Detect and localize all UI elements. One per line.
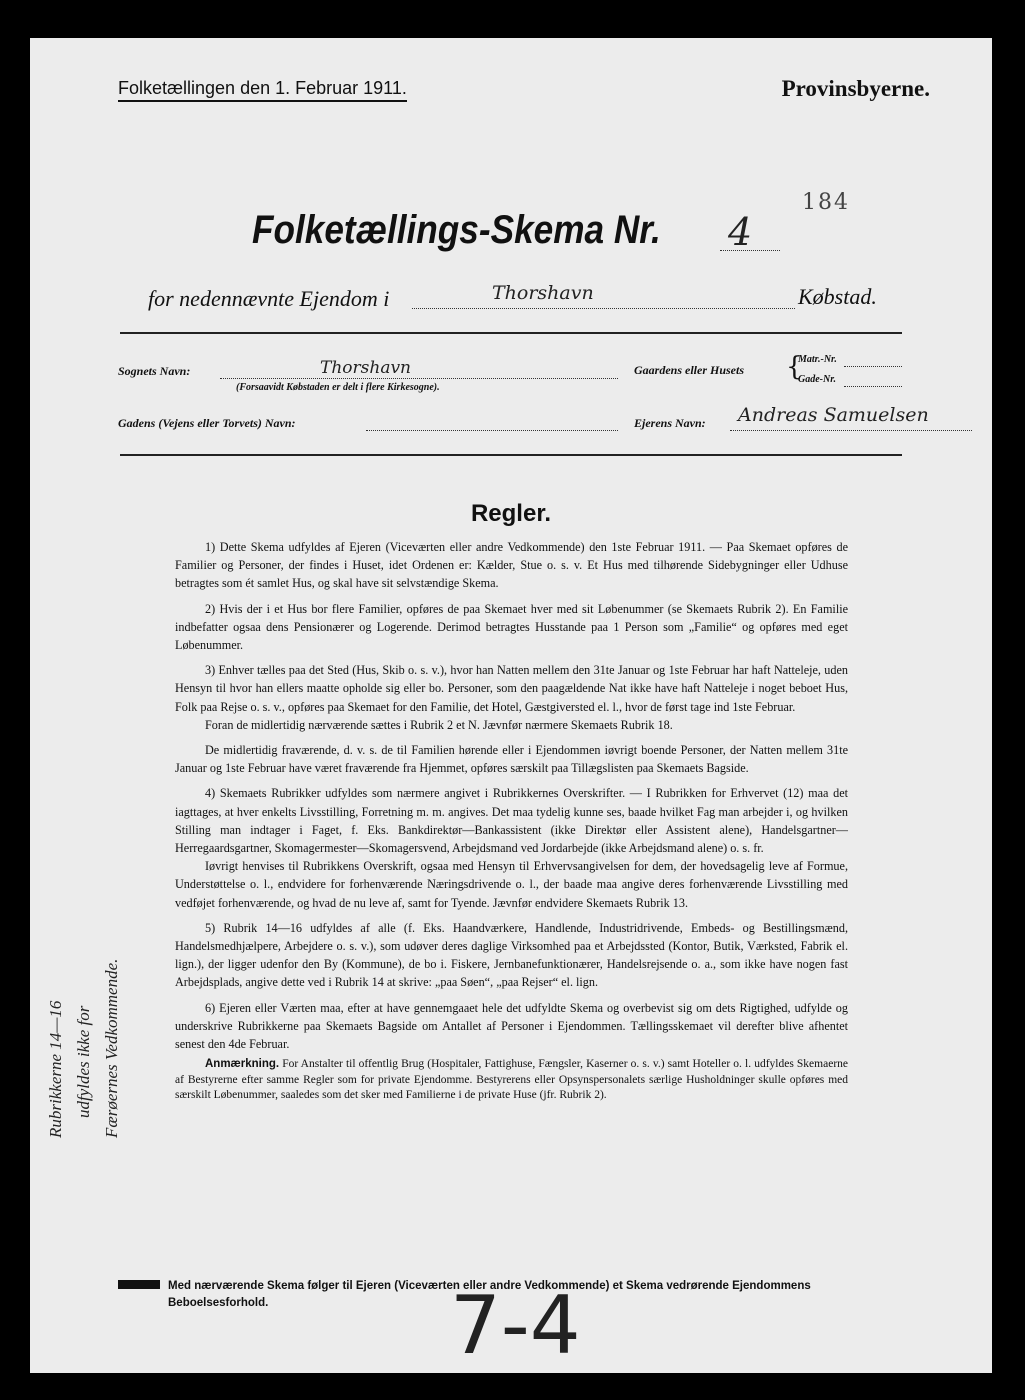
parish-note: (Forsaavidt Købstaden er delt i flere Kirkesogne). <box>236 382 440 393</box>
street-label: Gadens (Vejens eller Torvets) Navn: <box>118 416 296 430</box>
divider <box>120 454 902 456</box>
rule-3-absent: De midlertidig fraværende, d. v. s. de til Familien hørende eller i Ejendommen iøvrigt boende Personer, der Natten mellem 31te Januar og 1ste Februar have været fraværende fra Hjemmet, opføres særskilt paa Tillægslisten paa Skemaets Bagside. <box>175 743 848 776</box>
region-header: Provinsbyerne. <box>781 76 930 101</box>
rule-3: 3) Enhver tælles paa det Sted (Hus, Skib o. s. v.), hvor han Natten mellem den 31te Januar og 1ste Februar har haft Natteleje, uden Hensyn til hvor han ellers maatte opholde sig eller bo. Personer, som den paagældende Nat ikke have haft Natteleje i noget beboet Hus, Folk paa Rejse o. s. v., opføres paa Skemaet for den Familie, det Hotel, Gæstgiversted el. l., hvor de først tage ind 1ste Februar. <box>175 663 848 714</box>
side-note-line-2: udfyldes ikke for <box>74 1005 93 1118</box>
side-note-line-3: Færøernes Vedkommende. <box>102 958 121 1138</box>
rule-2: 2) Hvis der i et Hus bor flere Familier, opføres de paa Skemaet hver med sit Løbenummer (se Skemaets Rubrik 2). En Familie indbefatter ogsaa dens Pensionærer og Logerende. Derimod betragtes Husstande paa 1 Person som „Familie“ og opføres med eget Løbenummer. <box>175 601 848 653</box>
farm-label: Gaardens eller Husets <box>634 363 745 377</box>
gade-line <box>844 386 902 387</box>
handwritten-town: Thorshavn <box>492 282 594 304</box>
matr-label: Matr.-Nr. <box>798 354 837 365</box>
stamp-number: 184 <box>802 190 850 215</box>
handwritten-side-note <box>42 959 126 1138</box>
street-line <box>366 430 618 431</box>
gade-label: Gade-Nr. <box>798 374 837 385</box>
handwritten-form-number: 4 <box>728 210 753 254</box>
divider <box>120 332 902 334</box>
bottom-note: Med nærværende Skema følger til Ejeren (Viceværten eller andre Vedkommende) et Skema vedrørende Ejendommens Beboelsesforhold. <box>168 1280 811 1309</box>
parish-line <box>220 378 618 379</box>
owner-label: Ejerens Navn: <box>634 416 706 430</box>
form-title: Folketællings-Skema Nr. <box>252 208 661 252</box>
property-prefix: for nedennævnte Ejendom i <box>148 286 390 311</box>
rules-text <box>175 538 848 1111</box>
rule-5: 5) Rubrik 14—16 udfyldes af alle (f. Eks. Haandværkere, Handlende, Industridrivende, Embeds- og Bestillingsmænd, Handelsmedhjælpere, Arbejdere o. s. v.), som udøver deres daglige Virksomhed paa et Arbejdssted (Kontor, Butik, Værksted, Fabrik el. lign.), der ligger udenfor den By (Kommune), de bo i. Fiskere, Jernbanefunktionærer, Handelsrejsende o. a., som ikke have nogen fast Arbejdsplads, angive dette ved i Rubrik 14 at skrive: „paa Søen“, „paa Rejser“ el. lign. <box>175 920 848 990</box>
rule-3-temporary: Foran de midlertidig nærværende sættes i Rubrik 2 et N. Jævnfør nærmere Skemaets Rubrik 18. <box>205 717 673 732</box>
brace: { <box>786 352 803 382</box>
matr-line <box>844 366 902 367</box>
form-number-line <box>720 250 780 251</box>
census-form-page <box>30 38 992 1373</box>
owner-line <box>730 430 972 431</box>
parish-label: Sognets Navn: <box>118 364 191 378</box>
side-note-line-1: Rubrikkerne 14—16 <box>46 1000 65 1138</box>
handwritten-parish: Thorshavn <box>320 358 412 378</box>
rule-1: 1) Dette Skema udfyldes af Ejeren (Viceværten eller andre Vedkommende) den 1ste Februar 1911. — Paa Skemaet opføres de Familier og Personer, der findes i Huset, idet Ordenen er: Kælder, Stue o. s. v. Et Hus med tilhørende Sidebygninger eller Udhuse betragtes som ét samlet Hus, og skal have sit selvstændige Skema. <box>175 540 848 591</box>
note-label: Anmærkning. <box>205 1058 280 1071</box>
town-line <box>412 308 795 309</box>
pointing-hand-icon <box>118 1280 160 1289</box>
rule-4: 4) Skemaets Rubrikker udfyldes som nærmere angivet i Rubrikkernes Overskrifter. — I Rubrikken for Erhvervet (12) maa det iagttages, at hver enkelts Livsstilling, Forretning m. m. angives. Det maa tydelig kunne ses, baade hvilket Fag man arbejder i, og hvilken Stilling man indtager i Faget, f. Eks. Bankdirektør—Bankassistent (ikke Direktør eller Assistent alene), Handelsgartner—Herregaardsgartner, Skomagermester—Skomagersvend, Arbejdsmand ved Jordarbejde (ikke Arbejdsmand alene) o. s. fr. <box>175 786 848 856</box>
note-text: For Anstalter til offentlig Brug (Hospitaler, Fattighuse, Fængsler, Kaserner o. s. v.) samt Hoteller o. l. udfyldes Skemaerne af Bestyrerne efter samme Regler som for private Ejendomme. Bestyrerens eller Opsynspersonalets særlige Husholdninger skulle opføres med særskilt Løbenummer, saaledes som det sker med Familierne i de private Huse (jfr. Rubrik 2). <box>175 1058 848 1102</box>
handwritten-bottom-number: 7-4 <box>450 1279 581 1372</box>
note-paragraph <box>175 1057 848 1104</box>
rules-title: Regler. <box>470 500 552 527</box>
rule-6: 6) Ejeren eller Værten maa, efter at have gennemgaaet hele det udfyldte Skema og overbevist sig om dets Rigtighed, udfylde og underskrive Rubrikkerne paa Skemaets Bagside om Antallet af Personer i Ejendommen. Tællingsskemaet vil derefter blive afhentet senest den 4de Februar. <box>175 1000 848 1052</box>
handwritten-owner: Andreas Samuelsen <box>738 404 929 426</box>
rule-4-occupation: Iøvrigt henvises til Rubrikkens Overskrift, ogsaa med Hensyn til Erhvervsangivelsen for dem, der hovedsagelig leve af Formue, Understøttelse o. l., endvidere for forhenværende Næringsdrivende o. l., der baade maa angive deres forhenværende Livsstilling med vedføjet forhenværende, og hvad de nu leve af, samt for Tyende. Jævnfør endvidere Skemaets Rubrik 13. <box>175 859 848 910</box>
census-date-header: Folketællingen den 1. Februar 1911. <box>118 78 407 102</box>
kobstad-label: Købstad. <box>798 284 877 309</box>
